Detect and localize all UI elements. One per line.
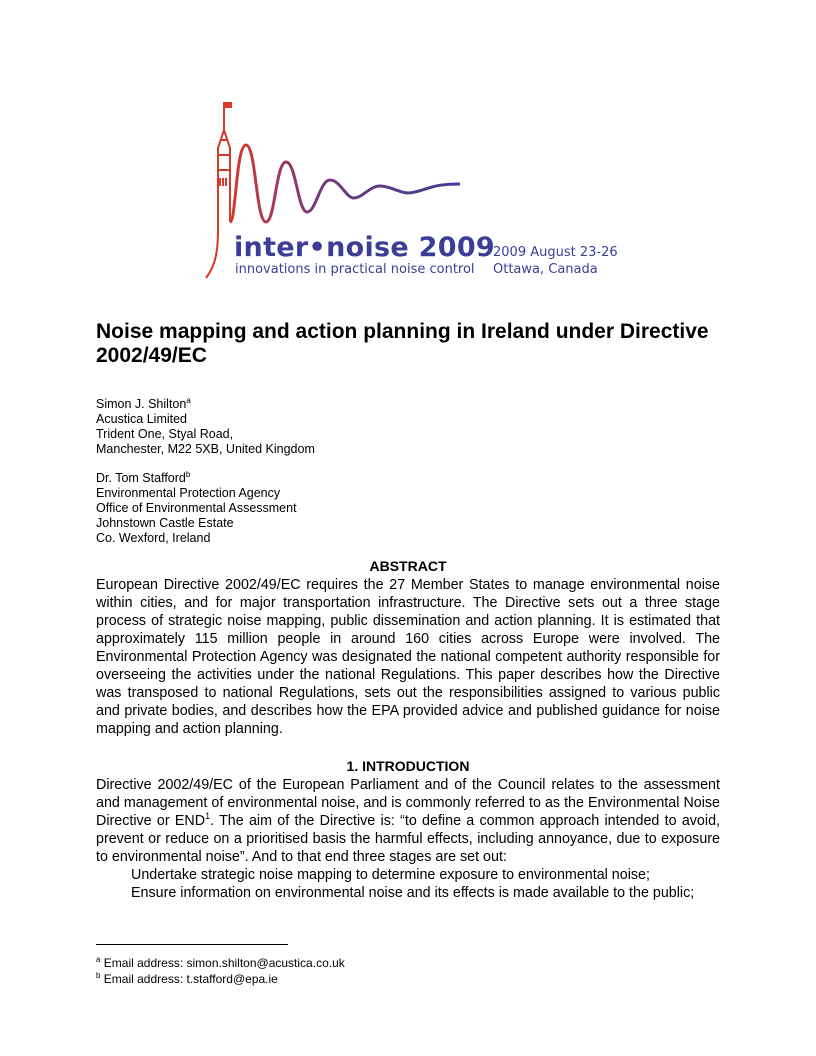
abstract-text: European Directive 2002/49/EC requires the 27 Member States to manage environmental noise within cities, and for major transportation infrastructure. The Directive sets out a three stage process of strategic noise mapping, public dissemination and action planning. It is estimated that approximately 115 million people in around 160 cities across Europe were involved. The Environmental Protection Agency was designated the national competent authority responsible for overseeing the activities under the national Regulations. This paper describes how the Directive was transposed to national Regulations, sets out the responsibilities assigned to various public and private bodies, and describes how the EPA provided advice and published guidance for noise mapping and action planning. [96,577,720,737]
logo-tagline: innovations in practical noise control [235,262,475,277]
conference-location: Ottawa, Canada [493,262,598,277]
author-affiliation-line: Manchester, M22 5XB, United Kingdom [96,442,315,457]
author-mark: b [185,470,191,479]
author-affiliation-line: Acustica Limited [96,412,188,427]
abstract-heading: ABSTRACT [369,558,447,574]
conference-date: 2009 August 23-26 [493,245,618,260]
author-affiliation-line: Johnstown Castle Estate [96,516,234,531]
introduction-text [96,776,720,866]
author-affiliation-line: Office of Environmental Assessment [96,501,297,516]
author-affiliation-line: Trident One, Styal Road, [96,427,234,442]
introduction-text-part: Directive 2002/49/EC of the European Parliament and of the Council relates to the assessment and management of environmental noise, and is commonly referred to as the Environmental Noise Directive or END [96,777,720,829]
footnote [96,968,278,987]
footnote-text: Email address: t.stafford@epa.ie [103,972,278,986]
footnote-mark: a [96,955,101,964]
conference-logo [190,100,620,285]
logo-title: inter•noise 2009 [234,232,496,263]
footnote-text: Email address: simon.shilton@acustica.co.uk [103,956,345,970]
footnote-divider [96,944,288,945]
list-item: Undertake strategic noise mapping to determine exposure to environmental noise; [131,867,650,883]
author-block-2 [96,467,496,546]
footnote-mark: b [96,971,101,980]
list-item: Ensure information on environmental noise and its effects is made available to the public; [131,885,695,901]
reference-mark: 1 [205,811,211,822]
author-name: Simon J. Shilton [96,397,187,412]
author-block-1 [96,393,496,457]
author-name: Dr. Tom Stafford [96,471,186,486]
author-affiliation-line: Co. Wexford, Ireland [96,531,211,546]
author-mark: a [186,396,191,405]
introduction-text-part: . The aim of the Directive is: “to define a common approach intended to avoid, prevent or reduce on a prioritised basis the harmful effects, including annoyance, due to exposure to environmental noise”. And to that end three stages are set out: [96,813,720,865]
author-affiliation-line: Environmental Protection Agency [96,486,281,501]
paper-title: Noise mapping and action planning in Ireland under Directive 2002/49/EC [96,320,709,367]
introduction-heading: 1. INTRODUCTION [346,758,470,774]
